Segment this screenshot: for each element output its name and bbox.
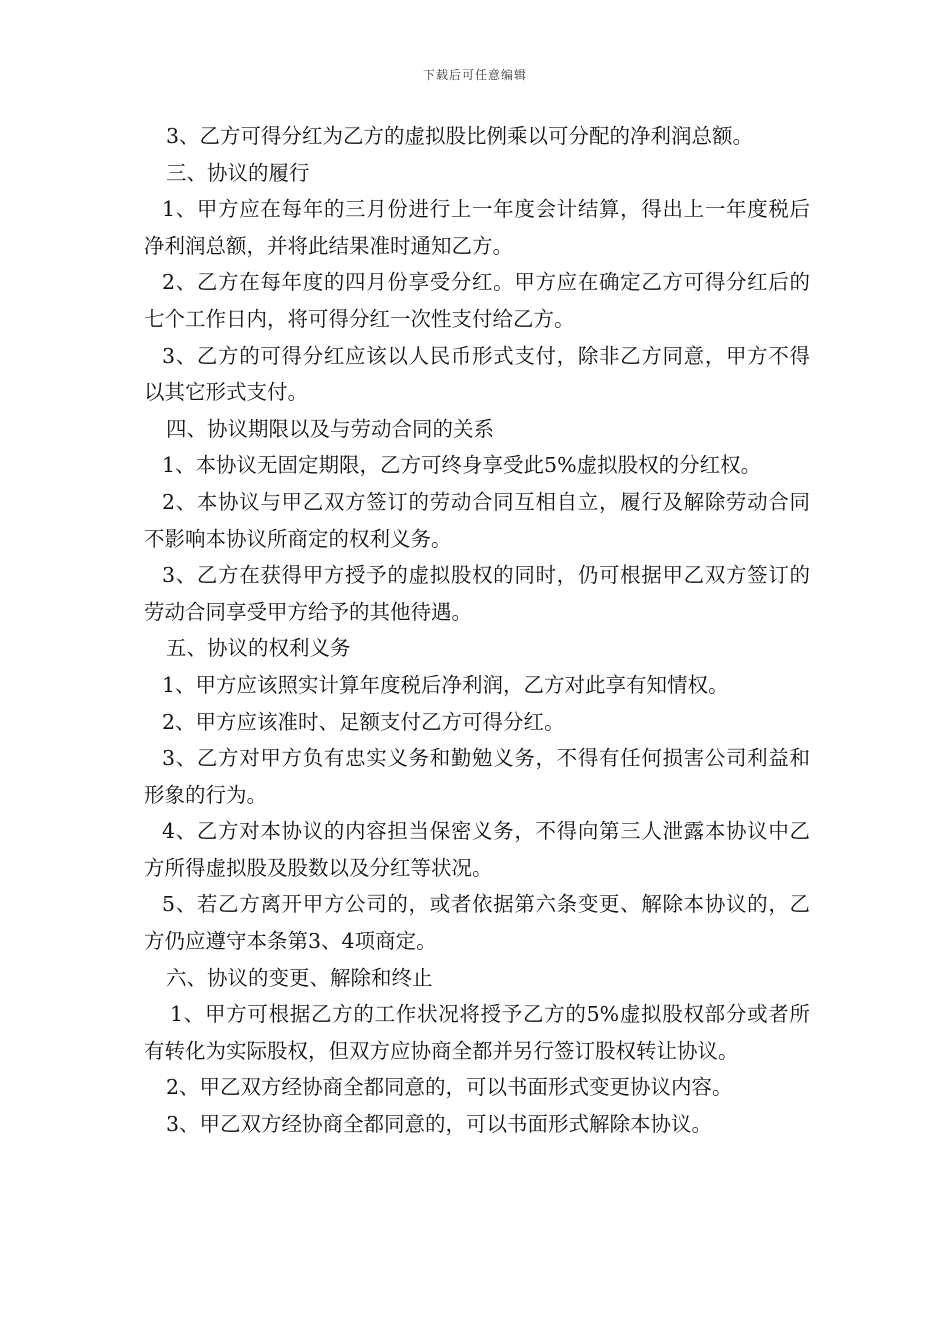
- paragraph-4-1: 1、本协议无固定期限，乙方可终身享受此5%虚拟股权的分红权。: [162, 453, 762, 478]
- section-heading-5: 五、协议的权利义务: [166, 636, 351, 661]
- section-heading-3: 三、协议的履行: [166, 160, 310, 185]
- paragraph-5-5: 5、若乙方离开甲方公司的，或者依据第六条变更、解除本协议的，乙方仍应遵守本条第3、4项商定。: [144, 892, 810, 954]
- section-heading-4: 四、协议期限以及与劳动合同的关系: [166, 416, 494, 441]
- paragraph-4-2: 2、本协议与甲乙双方签订的劳动合同互相自立，履行及解除劳动合同不影响本协议所商定的权利义务。: [144, 489, 810, 551]
- paragraph-3-3: 3、乙方的可得分红应该以人民币形式支付，除非乙方同意，甲方不得以其它形式支付。: [144, 343, 810, 405]
- paragraph-3-2: 2、乙方在每年度的四月份享受分红。甲方应在确定乙方可得分红后的七个工作日内，将可得分红一次性支付给乙方。: [144, 270, 810, 331]
- paragraph-1: 3、乙方可得分红为乙方的虚拟股比例乘以可分配的净利润总额。: [166, 124, 754, 148]
- paragraph-6-3: 3、甲乙双方经协商全都同意的，可以书面形式解除本协议。: [166, 1112, 713, 1137]
- paragraph-5-4: 4、乙方对本协议的内容担当保密义务，不得向第三人泄露本协议中乙方所得虚拟股及股数以及分红等状况。: [144, 819, 810, 880]
- paragraph-5-3: 3、乙方对甲方负有忠实义务和勤勉义务，不得有任何损害公司利益和形象的行为。: [144, 746, 810, 807]
- paragraph-5-1: 1、甲方应该照实计算年度税后净利润，乙方对此享有知情权。: [162, 672, 729, 697]
- paragraph-4-3: 3、乙方在获得甲方授予的虚拟股权的同时，仍可根据甲乙双方签订的劳动合同享受甲方给予的其他待遇。: [144, 563, 810, 624]
- page-header: 下载后可任意编辑: [422, 68, 527, 82]
- paragraph-3-1: 1、甲方应在每年的三月份进行上一年度会计结算，得出上一年度税后净利润总额，并将此结果准时通知乙方。: [144, 197, 810, 258]
- document-body: [144, 118, 810, 1143]
- paragraph-5-2: 2、甲方应该准时、足额支付乙方可得分红。: [162, 709, 565, 734]
- section-heading-6: 六、协议的变更、解除和终止: [166, 965, 433, 990]
- paragraph-6-2: 2、甲乙双方经协商全都同意的，可以书面形式变更协议内容。: [166, 1075, 733, 1100]
- paragraph-6-1: 1、甲方可根据乙方的工作状况将授予乙方的5%虚拟股权部分或者所有转化为实际股权，但双方应协商全都并另行签订股权转让协议。: [144, 1002, 810, 1063]
